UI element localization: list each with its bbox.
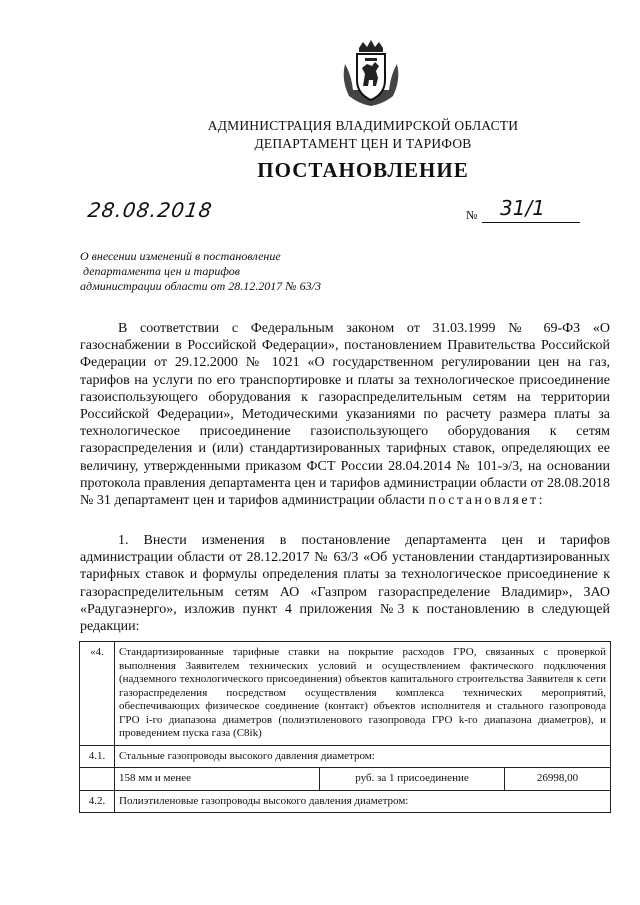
paragraph-preamble	[80, 320, 610, 509]
row-number: «4.	[80, 642, 115, 746]
paragraph-item-1: 1. Внести изменения в постановление департамента цен и тарифов администрации области от 28.12.2017 № 63/3 «Об установлении стандартизированных тарифных ставок и формулы определения платы за технологическое присоединение к газораспределительным сетям АО «Газпром газораспределение Владимир», ЗАО «Радугаэнерго», изложив пункт 4 приложения №3 к постановлению в следующей редакции:	[80, 533, 610, 635]
row-description: Стальные газопроводы высокого давления диаметром:	[115, 745, 611, 768]
header-line-1: АДМИНИСТРАЦИЯ ВЛАДИМИРСКОЙ ОБЛАСТИ	[207, 118, 519, 133]
number-label: №	[466, 208, 478, 222]
preamble-text: В соответствии с Федеральным законом от 31.03.1999 № 69-ФЗ «О газоснабжении в Российской Федерации», постановлением Правительства Российской Федерации от 29.12.2000 № 1021 «О государственном регулировании цен на газ, тарифов на услуги по его транспортировке и платы за технологическое присоединение газоиспользующего оборудования к газораспределительным сетям на территории Российской Федерации», Методическими указаниями по расчету размера платы за технологическое присоединение газоиспользующего оборудования к сетям газораспределения и (или) стандартизированных тарифных ставок, определяющих ее величину, утвержденными приказом ФСТ России 28.04.2014 № 101-э/3, на основании протокола правления департамента цен и тарифов администрации области от 28.08.2018 № 31 департамент цен и тарифов администрации области	[80, 321, 610, 509]
document-subject	[80, 249, 321, 294]
header-line-2: ДЕПАРТАМЕНТ ЦЕН И ТАРИФОВ	[254, 136, 472, 151]
document-date: 28.08.2018	[86, 198, 215, 222]
row-number: 4.2.	[80, 790, 115, 813]
tariff-table	[79, 641, 611, 813]
table-row	[80, 642, 611, 746]
subject-line: О внесении изменений в постановление	[80, 249, 281, 263]
document-number: 31/1	[500, 196, 545, 220]
diameter-label: 158 мм и менее	[115, 768, 320, 791]
tariff-value: 26998,00	[505, 768, 611, 791]
coat-of-arms-emblem	[339, 40, 403, 108]
unit-label: руб. за 1 присоединение	[320, 768, 505, 791]
table-row	[80, 790, 611, 813]
row-number: 4.1.	[80, 745, 115, 768]
table-row	[80, 745, 611, 768]
document-title: ПОСТАНОВЛЕНИЕ	[257, 158, 469, 182]
number-underline	[482, 222, 580, 223]
row-number-empty	[80, 768, 115, 791]
table-row	[80, 768, 611, 791]
row-description: Стандартизированные тарифные ставки на покрытие расходов ГРО, связанных с проверкой выполнения Заявителем технических условий и осуществлением фактического подключения (надземного технологического присоединения) объектов капитального строительства Заявителя к сети газораспределения посредством осуществления комплекса технических мероприятий, обеспечивающих физическое соединение (контакт) объектов исполнителя и стального газопровода ГРО i-го диапазона диаметров (полиэтиленового газопровода ГРО k-го диапазона диаметров), и проведением пуска газа (C8ik)	[115, 642, 611, 746]
subject-line: департамента цен и тарифов	[83, 264, 240, 278]
row-description: Полиэтиленовые газопроводы высокого давления диаметром:	[115, 790, 611, 813]
subject-line: администрации области от 28.12.2017 № 63/3	[80, 279, 321, 293]
resolution-word: постановляет:	[428, 493, 546, 509]
